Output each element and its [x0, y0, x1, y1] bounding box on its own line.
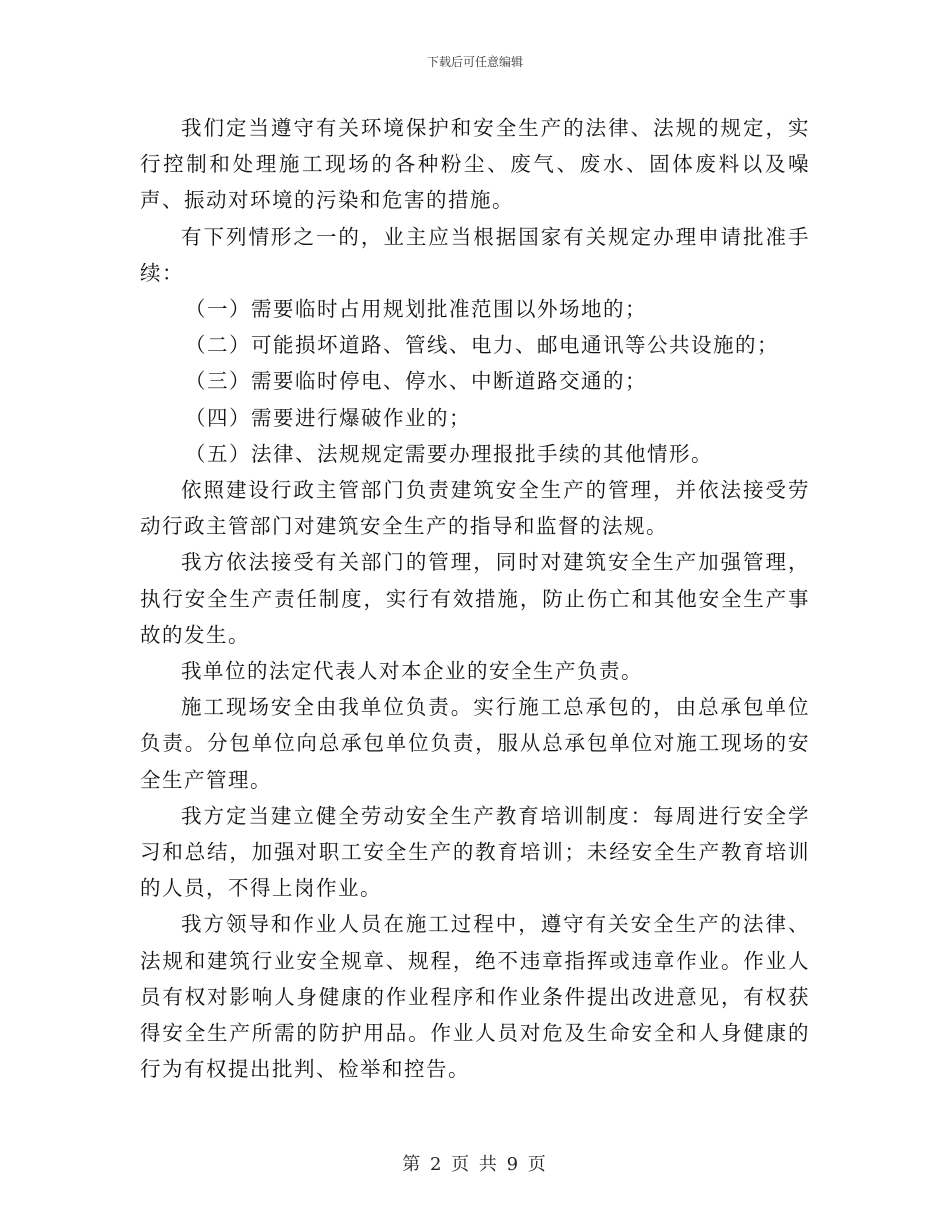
- list-item-5: （五）法律、法规规定需要办理报批手续的其他情形。: [185, 441, 713, 466]
- paragraph-worker-rights: 我方领导和作业人员在施工过程中，遵守有关安全生产的法律、法规和建筑行业安全规章、规程，绝不违章指挥或违章作业。作业人员有权对影响人身健康的作业程序和作业条件提出改进意见，有权获得安全生产所需的防护用品。作业人员对危及生命安全和人身健康的行为有权提出批判、检举和控告。: [140, 912, 810, 1082]
- list-item-2: （二）可能损坏道路、管线、电力、邮电通讯等公共设施的；: [185, 333, 779, 358]
- paragraph-training: 我方定当建立健全劳动安全生产教育培训制度：每周进行安全学习和总结，加强对职工安全生产的教育培训；未经安全生产教育培训的人员，不得上岗作业。: [140, 803, 810, 901]
- paragraph-environment: 我们定当遵守有关环境保护和安全生产的法律、法规的规定，实行控制和处理施工现场的各种粉尘、废气、废水、固体废料以及噪声、振动对环境的污染和危害的措施。: [140, 116, 810, 213]
- document-body: [140, 110, 810, 1087]
- paragraph-management: 我方依法接受有关部门的管理，同时对建筑安全生产加强管理，执行安全生产责任制度，实行有效措施，防止伤亡和其他安全生产事故的发生。: [140, 550, 810, 647]
- paragraph-site-safety: 施工现场安全由我单位负责。实行施工总承包的，由总承包单位负责。分包单位向总承包单位负责，服从总承包单位对施工现场的安全生产管理。: [140, 695, 810, 792]
- page-number: 第 2 页 共 9 页: [402, 1154, 548, 1175]
- paragraph-approval-intro: 有下列情形之一的，业主应当根据国家有关规定办理申请批准手续：: [140, 224, 810, 285]
- paragraph-supervision: 依照建设行政主管部门负责建筑安全生产的管理，并依法接受劳动行政主管部门对建筑安全生产的指导和监督的法规。: [140, 478, 810, 539]
- page-header-note: 下载后可任意编辑: [426, 55, 523, 69]
- paragraph-legal-representative: 我单位的法定代表人对本企业的安全生产负责。: [181, 659, 643, 684]
- list-item-3: （三）需要临时停电、停水、中断道路交通的；: [185, 369, 647, 394]
- list-item-4: （四）需要进行爆破作业的；: [185, 405, 471, 430]
- list-item-1: （一）需要临时占用规划批准范围以外场地的；: [185, 297, 647, 322]
